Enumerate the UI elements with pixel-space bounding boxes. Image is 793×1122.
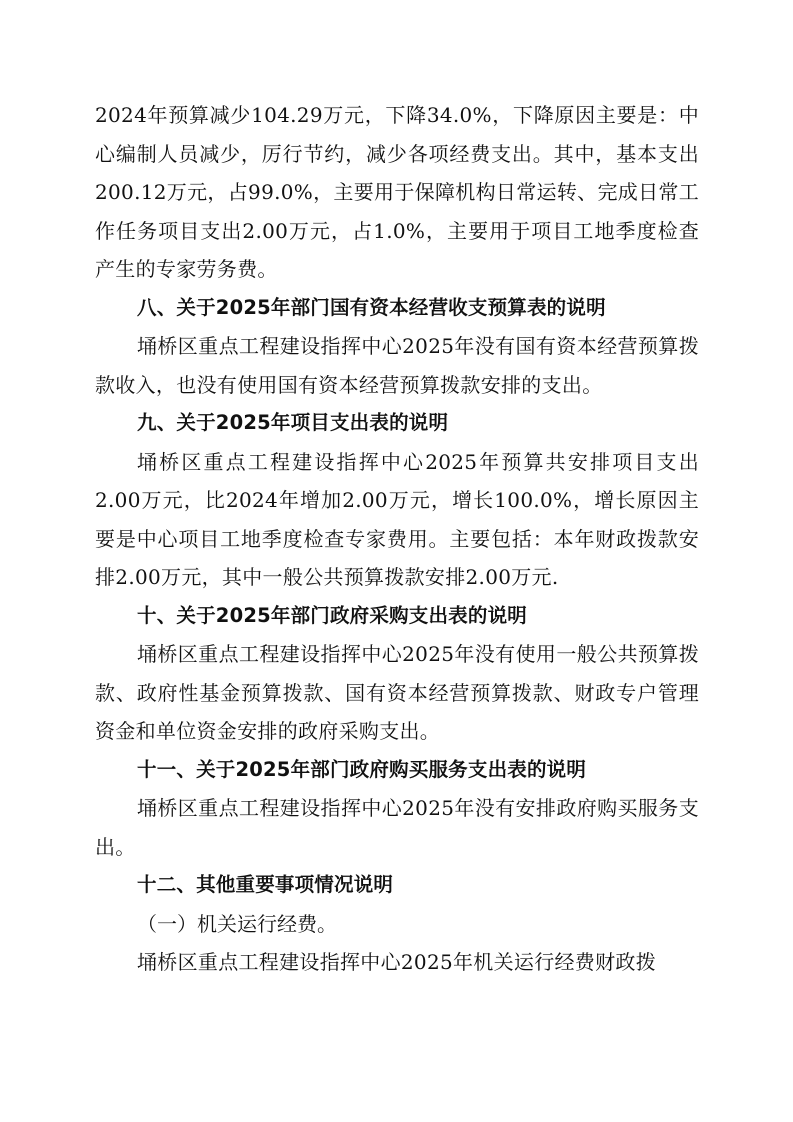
paragraph-purchase-services: 埇桥区重点工程建设指挥中心2025年没有安排政府购买服务支出。 [95,796,699,859]
paragraph-state-capital: 埇桥区重点工程建设指挥中心2025年没有国有资本经营预算拨款收入，也没有使用国有资本经营预算拨款安排的支出。 [95,334,699,397]
paragraph-budget-decrease: 2024年预算减少104.29万元，下降34.0%，下降原因主要是：中心编制人员减少，厉行节约，减少各项经费支出。其中，基本支出200.12万元，占99.0%，主要用于保障机构日常运转、完成日常工作任务项目支出2.00万元，占1.0%，主要用于项目工地季度检查产生的专家劳务费。 [95,103,699,281]
section-heading-10: 十、关于2025年部门政府采购支出表的说明 [137,603,527,627]
paragraph-government-procurement: 埇桥区重点工程建设指挥中心2025年没有使用一般公共预算拨款、政府性基金预算拨款、国有资本经营预算拨款、财政专户管理资金和单位资金安排的政府采购支出。 [95,642,699,743]
document-page [95,96,699,982]
section-heading-11: 十一、关于2025年部门政府购买服务支出表的说明 [137,757,587,781]
section-heading-9: 九、关于2025年项目支出表的说明 [137,411,449,434]
section-heading-12: 十二、其他重要事项情况说明 [137,873,394,896]
subsection-heading-operating-costs: （一）机关运行经费。 [137,911,337,936]
section-heading-8: 八、关于2025年部门国有资本经营收支预算表的说明 [137,295,606,319]
paragraph-project-expenditure: 埇桥区重点工程建设指挥中心2025年预算共安排项目支出2.00万元，比2024年增加2.00万元，增长100.0%，增长原因主要是中心项目工地季度检查专家费用。主要包括：本年财政拨款安排2.00万元，其中一般公共预算拨款安排2.00万元. [95,449,699,589]
paragraph-operating-costs: 埇桥区重点工程建设指挥中心2025年机关运行经费财政拨 [137,950,656,974]
